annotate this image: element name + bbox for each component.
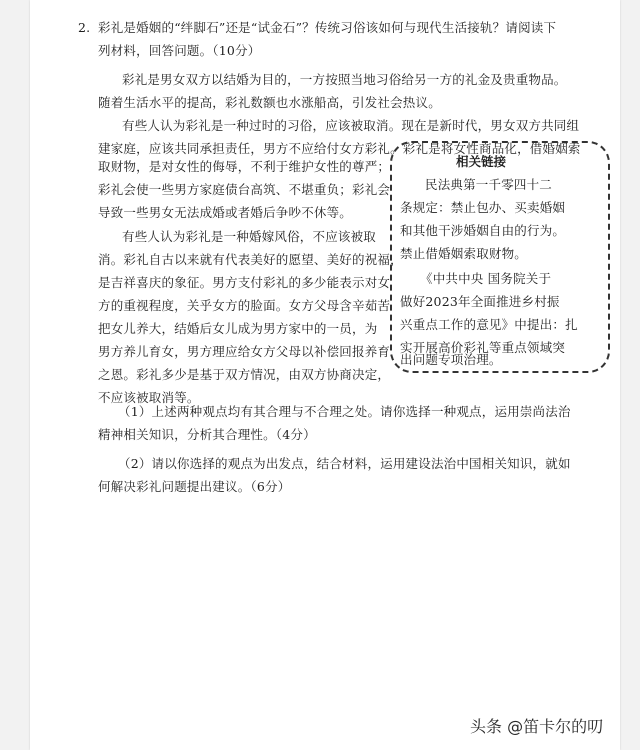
question-title-line-2: 列材料，回答问题。（10分） (98, 43, 261, 58)
p3-line-4: 方的重视程度，关乎女方的脸面。女方父母含辛茹苦 (98, 298, 391, 313)
sidebar-line-4: 禁止借婚姻索取财物。 (400, 246, 528, 261)
subquestion-2-line-2: 何解决彩礼问题提出建议。（6分） (98, 479, 291, 494)
sidebar-line-3: 和其他干涉婚姻自由的行为。 (400, 223, 566, 238)
p3-line-3: 是吉祥喜庆的象征。男方支付彩礼的多少能表示对女 (98, 275, 391, 290)
question-title-line-1: 彩礼是婚姻的“绊脚石”还是“试金石”？传统习俗该如何与现代生活接轨？请阅读下 (98, 20, 557, 35)
p3-line-1: 有些人认为彩礼是一种婚嫁风俗，不应该被取 (122, 229, 377, 244)
sidebar-line-8: 实开展高价彩礼等重点领域突 (400, 340, 566, 355)
sidebar-line-6: 做好2023年全面推进乡村振 (400, 294, 560, 309)
p3-line-5: 把女儿养大，结婚后女儿成为男方家中的一员，为 (98, 321, 378, 336)
p3-line-6: 男方养儿育女，男方理应给女方父母以补偿回报养育 (98, 344, 391, 359)
p3-line-7: 之恩。彩礼多少是基于双方情况，由双方协商决定， (98, 367, 391, 382)
p3-line-2: 消。彩礼自古以来就有代表美好的愿望、美好的祝福， (98, 252, 403, 267)
p1-line-2: 随着生活水平的提高，彩礼数额也水涨船高，引发社会热议。 (98, 95, 441, 110)
subquestion-1-line-2: 精神相关知识，分析其合理性。（4分） (98, 427, 316, 442)
subquestion-1-line-1: （1）上述两种观点均有其合理与不合理之处。请你选择一种观点，运用崇尚法治 (118, 404, 571, 419)
question-number: 2. (78, 20, 91, 35)
watermark-text: 头条 @笛卡尔的叨 (470, 717, 604, 736)
sidebar-line-2: 条规定：禁止包办、买卖婚姻 (400, 200, 566, 215)
p2-line-4: 彩礼会使一些男方家庭债台高筑、不堪重负；彩礼会 (98, 182, 391, 197)
subquestion-2-line-1: （2）请以你选择的观点为出发点，结合材料，运用建设法治中国相关知识，就如 (118, 456, 571, 471)
p3-line-8: 不应该被取消等。 (98, 390, 200, 405)
sidebar-line-5: 《中共中央 国务院关于 (420, 271, 552, 286)
sidebar-line-9: 出问题专项治理。 (400, 352, 502, 367)
p2-line-3: 取财物，是对女性的侮辱，不利于维护女性的尊严； (98, 159, 391, 174)
p1-line-1: 彩礼是男女双方以结婚为目的，一方按照当地习俗给另一方的礼金及贵重物品。 (122, 72, 567, 87)
p2-line-2: 建家庭，应该共同承担责任，男方不应给付女方彩礼。彩礼是将女性商品化，借婚姻索 (98, 141, 581, 156)
p2-line-5: 导致一些男女无法成婚或者婚后争吵不休等。 (98, 205, 353, 220)
p2-line-1: 有些人认为彩礼是一种过时的习俗，应该被取消。现在是新时代，男女双方共同组 (122, 118, 580, 133)
sidebar-line-7: 兴重点工作的意见》中提出：扎 (400, 317, 578, 332)
sidebar-line-1: 民法典第一千零四十二 (425, 177, 553, 192)
related-links-title: 相关链接 (456, 154, 507, 169)
